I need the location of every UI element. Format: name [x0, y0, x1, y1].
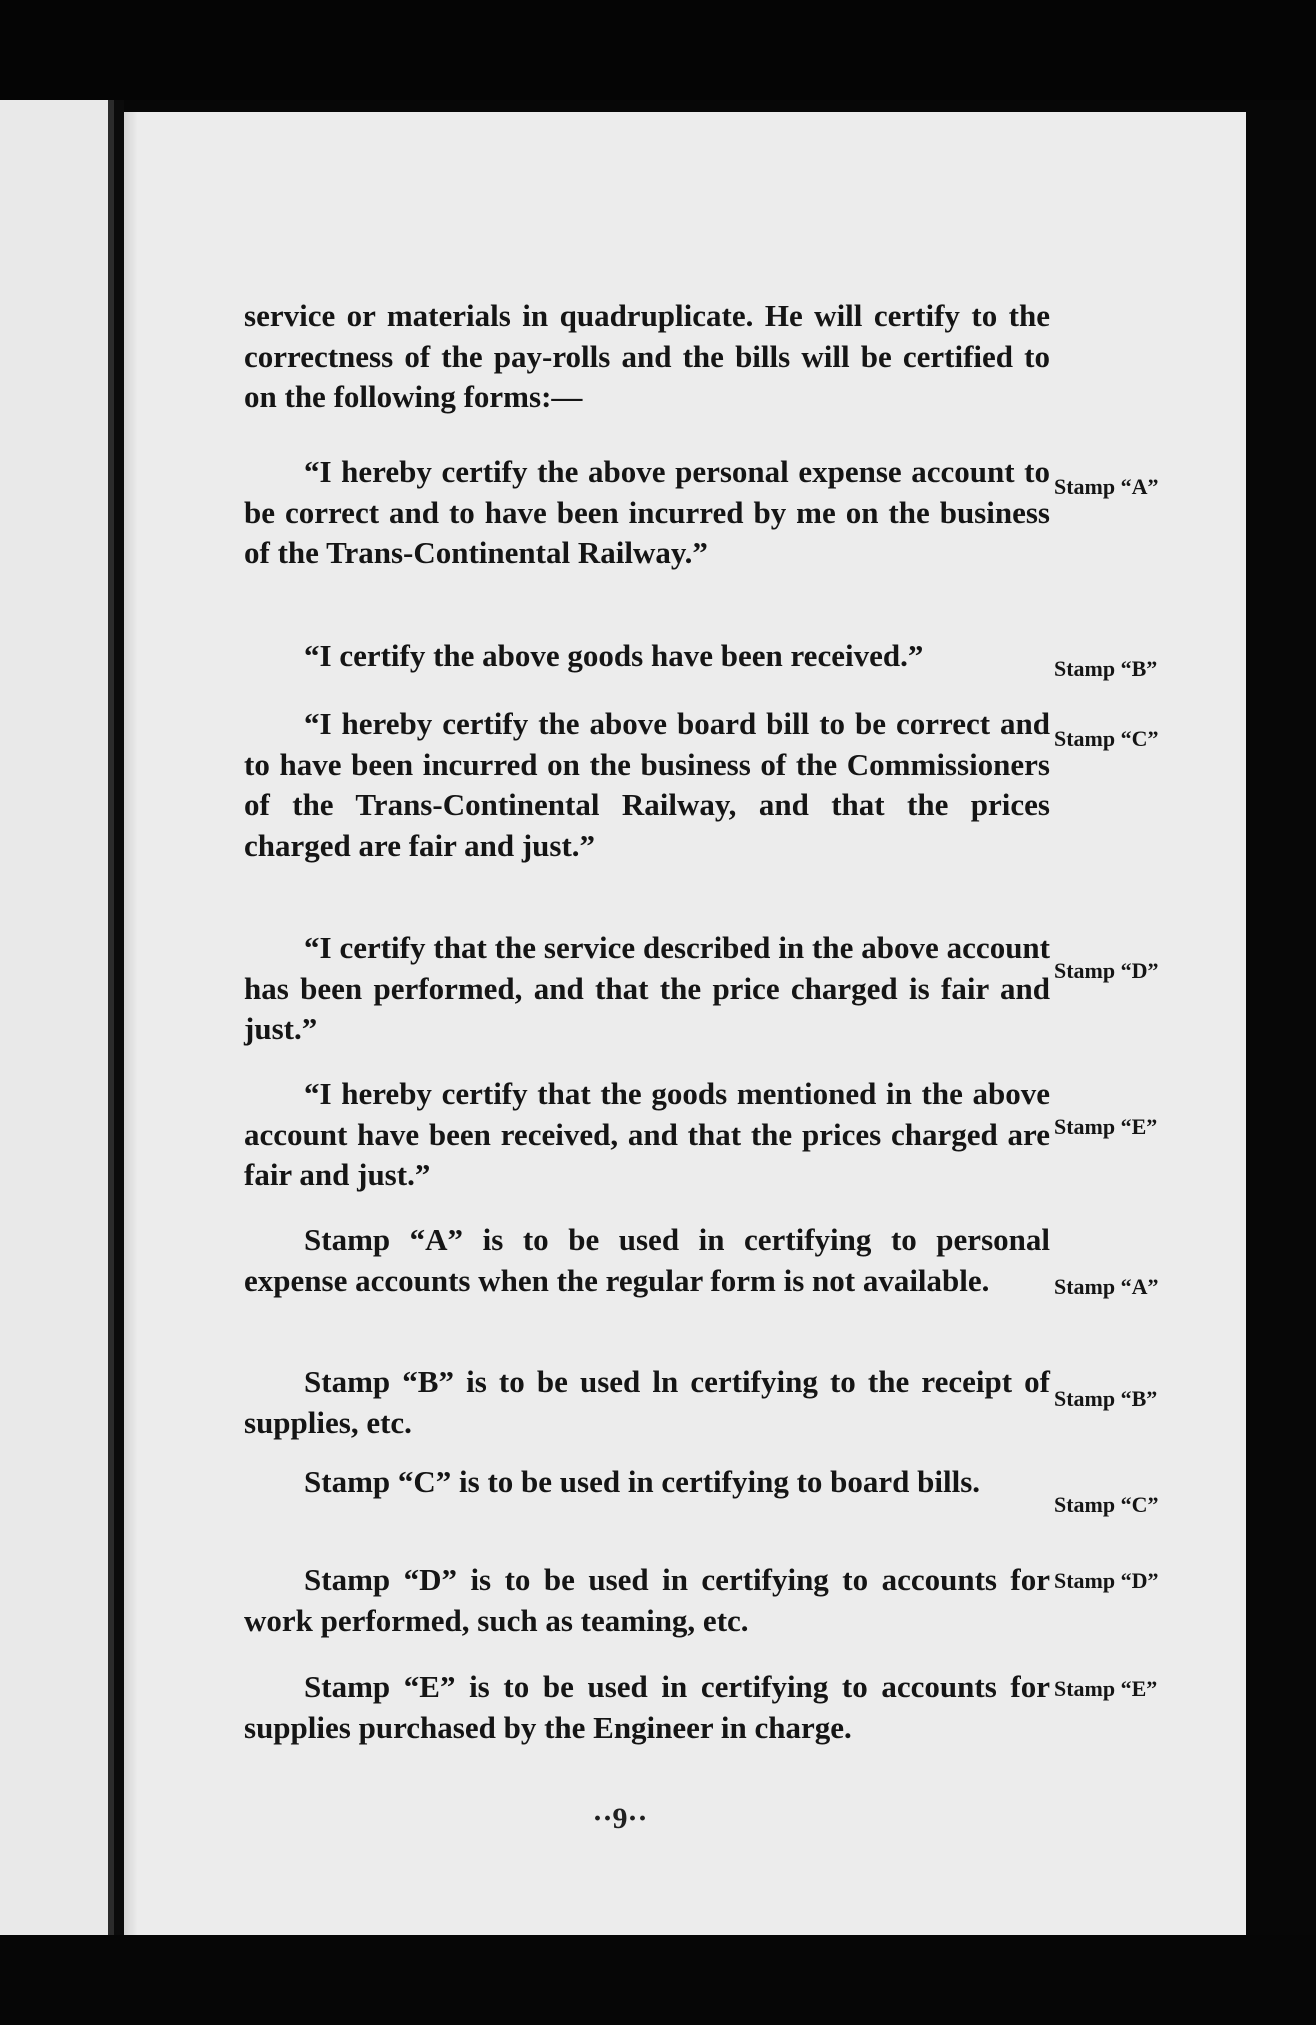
margin-note-stamp-b-usage: Stamp “B” [1054, 1386, 1158, 1411]
scan-bottom-band [0, 1935, 1316, 2025]
stamp-c-certificate: “I hereby certify the above board bill to be correct and to have been incurred on the business of the Commissioners of the Trans-Continental Railway, and that the prices charged are fair and just.” [244, 706, 1050, 863]
stamp-b-certificate: “I certify the above goods have been received.” [304, 638, 924, 673]
margin-note-stamp-b: Stamp “B” [1054, 656, 1158, 681]
page-number: ··9·· [592, 1802, 648, 1835]
margin-note-stamp-a: Stamp “A” [1054, 474, 1159, 499]
margin-note-stamp-c: Stamp “C” [1054, 726, 1159, 751]
stamp-a-certificate: “I hereby certify the above personal expense account to be correct and to have been incurred by me on the business of the Trans-Continental Railway.” [244, 454, 1050, 570]
stamp-d-usage: Stamp “D” is to be used in certifying to accounts for work performed, such as teaming, etc. [244, 1562, 1050, 1638]
margin-note-stamp-d: Stamp “D” [1054, 958, 1159, 983]
opening-paragraph: service or materials in quadruplicate. He will certify to the correctness of the pay-rolls and the bills will be certified to on the following forms:— [244, 298, 1050, 414]
facing-page-edge [0, 100, 112, 1935]
stamp-e-certificate: “I hereby certify that the goods mentioned in the above account have been received, and that the prices charged are fair and just.” [244, 1076, 1050, 1192]
stamp-c-usage: Stamp “C” is to be used in certifying to board bills. [304, 1464, 981, 1499]
margin-note-stamp-e-usage: Stamp “E” [1054, 1676, 1158, 1701]
book-gutter [114, 100, 124, 1935]
margin-note-stamp-c-usage: Stamp “C” [1054, 1492, 1159, 1517]
margin-note-stamp-a-usage: Stamp “A” [1054, 1274, 1159, 1299]
stamp-e-usage: Stamp “E” is to be used in certifying to accounts for supplies purchased by the Engineer in charge. [244, 1669, 1050, 1745]
stamp-d-certificate: “I certify that the service described in the above account has been performed, and that the price charged is fair and just.” [244, 930, 1050, 1046]
margin-note-stamp-e: Stamp “E” [1054, 1114, 1158, 1139]
stamp-a-usage: Stamp “A” is to be used in certifying to personal expense accounts when the regular form is not available. [244, 1222, 1050, 1298]
scan-top-band [0, 0, 1316, 100]
page-shadow [124, 112, 138, 1935]
margin-note-stamp-d-usage: Stamp “D” [1054, 1568, 1159, 1593]
stamp-b-usage: Stamp “B” is to be used ln certifying to the receipt of supplies, etc. [244, 1364, 1050, 1440]
